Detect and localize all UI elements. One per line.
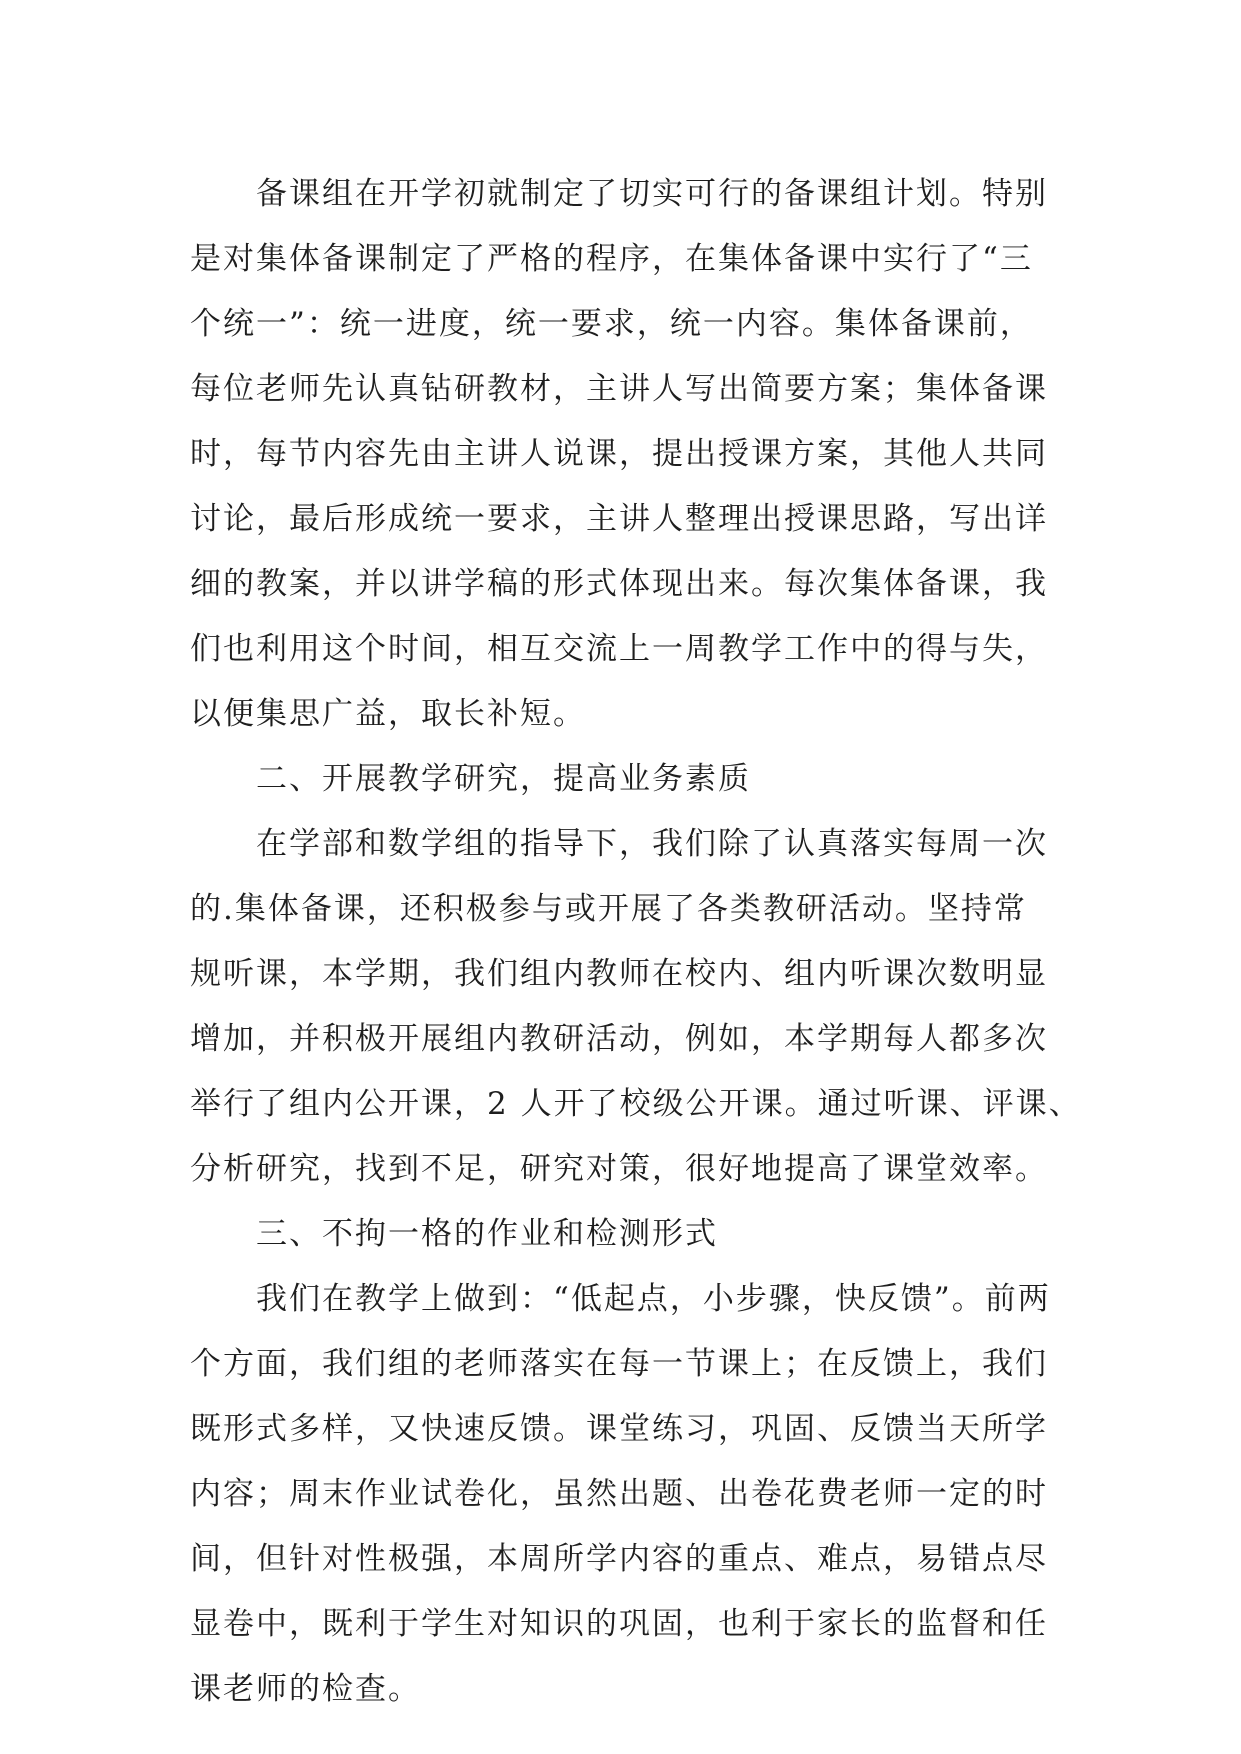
text-line: 显卷中，既利于学生对知识的巩固，也利于家长的监督和任 <box>190 1606 1048 1642</box>
text-line: 间，但针对性极强，本周所学内容的重点、难点，易错点尽 <box>190 1541 1048 1577</box>
text-line: 个统一”：统一进度，统一要求，统一内容。集体备课前， <box>190 306 1033 342</box>
text-line: 的.集体备课，还积极参与或开展了各类教研活动。坚持常 <box>190 891 1027 927</box>
text-line: 举行了组内公开课，2 人开了校级公开课。通过听课、评课、 <box>190 1086 1082 1122</box>
document-body <box>190 162 1082 1722</box>
text-line: 以便集思广益，取长补短。 <box>190 696 586 732</box>
text-line: 在学部和数学组的指导下，我们除了认真落实每周一次 <box>256 826 1048 862</box>
text-line: 增加，并积极开展组内教研活动，例如，本学期每人都多次 <box>190 1021 1048 1057</box>
text-line: 讨论，最后形成统一要求，主讲人整理出授课思路，写出详 <box>190 501 1048 537</box>
text-line: 既形式多样，又快速反馈。课堂练习，巩固、反馈当天所学 <box>190 1411 1048 1447</box>
text-line: 二、开展教学研究，提高业务素质 <box>256 761 751 797</box>
text-line: 内容；周末作业试卷化，虽然出题、出卷花费老师一定的时 <box>190 1476 1048 1512</box>
text-line: 课老师的检查。 <box>190 1671 421 1707</box>
text-line: 我们在教学上做到：“低起点，小步骤，快反馈”。前两 <box>256 1281 1051 1317</box>
text-line: 时，每节内容先由主讲人说课，提出授课方案，其他人共同 <box>190 436 1048 472</box>
text-line: 三、不拘一格的作业和检测形式 <box>256 1216 718 1252</box>
text-line: 个方面，我们组的老师落实在每一节课上；在反馈上，我们 <box>190 1346 1048 1382</box>
text-line: 每位老师先认真钻研教材，主讲人写出简要方案；集体备课 <box>190 371 1048 407</box>
text-line: 细的教案，并以讲学稿的形式体现出来。每次集体备课，我 <box>190 566 1048 602</box>
text-line: 规听课，本学期，我们组内教师在校内、组内听课次数明显 <box>190 956 1048 992</box>
text-line: 分析研究，找到不足，研究对策，很好地提高了课堂效率。 <box>190 1151 1048 1187</box>
text-line: 是对集体备课制定了严格的程序，在集体备课中实行了“三 <box>190 241 1033 277</box>
text-line: 备课组在开学初就制定了切实可行的备课组计划。特别 <box>256 176 1048 212</box>
text-line: 们也利用这个时间，相互交流上一周教学工作中的得与失， <box>190 631 1048 667</box>
